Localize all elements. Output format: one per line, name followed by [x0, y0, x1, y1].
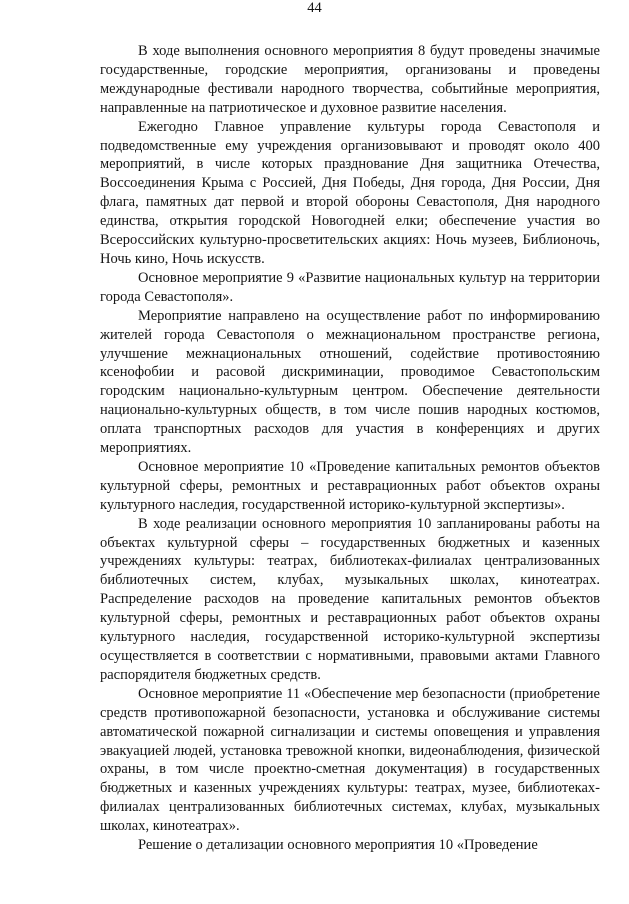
- paragraph-event-9-description: Мероприятие направлено на осуществление работ по информированию жителей города Севастополя о межнациональном пространстве региона, улучшение межнациональных отношений, содействие противостоянию ксенофобии и расовой дискриминации, проводимое Севастопольским городским национально-культурным центром. Обеспечение деятельности национально-культурных обществ, в том числе пошив народных костюмов, оплата транспортных расходов для участия в конференциях и других мероприятиях.: [100, 307, 600, 457]
- document-body: [100, 42, 600, 855]
- paragraph-event-10-description: В ходе реализации основного мероприятия 10 запланированы работы на объектах культурной сферы – государственных бюджетных и казенных учреждениях культуры: театрах, библиотеках-филиалах централизованных библиотечных систем, клубах, музыкальных школах, кинотеатрах. Распределение расходов на проведение капитальных ремонтов объектов культурной сферы, ремонтных и реставрационных работ объектов охраны культурного наследия, государственной историко-культурной экспертизы осуществляется в соответствии с нормативными, правовыми актами Главного распорядителя бюджетных средств.: [100, 515, 600, 683]
- page-number: 44: [307, 0, 322, 16]
- paragraph-event-8: В ходе выполнения основного мероприятия 8 будут проведены значимые государственные, городские мероприятия, организованы и проведены международные фестивали народного творчества, событийные мероприятия, направленные на патриотическое и духовное развитие населения.: [100, 43, 600, 116]
- paragraph-event-10-title: Основное мероприятие 10 «Проведение капитальных ремонтов объектов культурной сферы, ремонтных и реставрационных работ объектов охраны культурного наследия, государственной историко-культурной экспертизы».: [100, 458, 600, 513]
- paragraph-event-9-title: Основное мероприятие 9 «Развитие национальных культур на территории города Севастополя».: [100, 269, 600, 305]
- paragraph-event-11-title: Основное мероприятие 11 «Обеспечение мер безопасности (приобретение средств противопожарной безопасности, установка и обслуживание системы автоматической пожарной сигнализации и системы оповещения и управления эвакуацией людей, установка тревожной кнопки, видеонаблюдения, физической охраны, в том числе проектно-сметная документация) в государственных бюджетных и казенных учреждениях культуры: театрах, музее, библиотеках-филиалах централизованных библиотечных системах, клубах, музыкальных школах, кинотеатрах».: [100, 685, 600, 835]
- paragraph-annual-events: Ежегодно Главное управление культуры города Севастополя и подведомственные ему учреждения организовывают и проводят около 400 мероприятий, в числе которых празднование Дня защитника Отечества, Воссоединения Крыма с Россией, Дня Победы, Дня города, Дня России, Дня флага, памятных дат первой и второй обороны Севастополя, Дня народного единства, открытия городской Новогодней елки; обеспечение участия во Всероссийских культурно-просветительских акциях: Ночь музеев, Библионочь, Ночь кино, Ночь искусств.: [100, 118, 600, 267]
- paragraph-event-10-detail: Решение о детализации основного мероприятия 10 «Проведение: [138, 837, 538, 854]
